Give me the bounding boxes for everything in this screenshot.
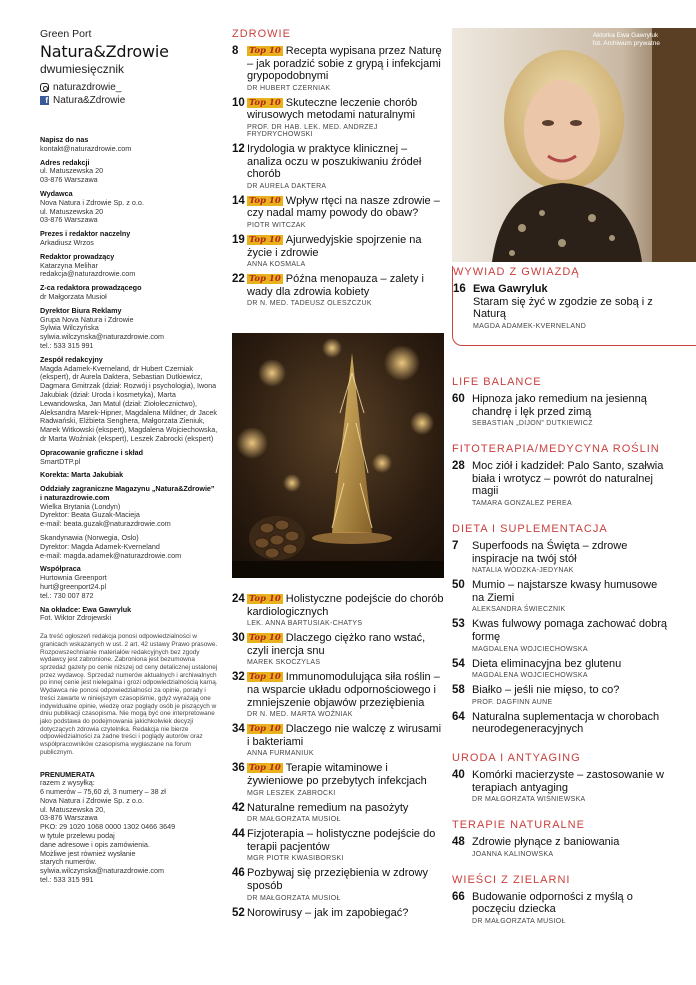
entry-title-text: Skuteczne leczenie chorób wirusowych metodami naturalnymi — [247, 96, 418, 122]
subscription-block — [40, 771, 218, 885]
impressum-line: Grupa Nova Natura i Zdrowie — [40, 314, 134, 324]
entry-author: ALEKSANDRA ŚWIECZNIK — [472, 606, 566, 614]
entry-author: ANNA KOSMALA — [247, 261, 306, 269]
entry-author: ANNA FURMANIUK — [247, 750, 314, 758]
entry-title — [472, 684, 672, 697]
toc-entry[interactable] — [452, 540, 672, 574]
impressum-head: Wydawca — [40, 188, 73, 198]
entry-author: PROF. DR HAB. LEK. MED. ANDRZEJ FRYDRYCHOWSKI — [247, 123, 378, 138]
entry-text — [247, 273, 444, 307]
page-number: 52 — [232, 906, 245, 919]
impressum-block — [40, 159, 218, 185]
subscription-head: PRENUMERATA — [40, 769, 95, 779]
entry-author: DR MAŁGORZATA WIŚNIEWSKA — [472, 796, 586, 804]
entry-author: DR MAŁGORZATA MUSIOŁ — [247, 816, 341, 824]
entry-text — [472, 393, 672, 427]
entry-title — [247, 867, 444, 892]
impressum-head: Prezes i redaktor naczelny — [40, 229, 131, 239]
entry-title — [247, 97, 444, 122]
page-number: 66 — [452, 890, 465, 903]
toc-section — [452, 819, 672, 858]
subscription-lines — [40, 779, 218, 885]
impressum-line: Magda Adamek-Kverneland, dr Hubert Czerniak (ekspert), dr Aurela Daktera, Sebastian Dutkiewicz, Dagmara Gmitrzak (dział: Rozwój i psychologia), Iwona Jakubiak (dział: Uroda i kosmetyka), Marta Lewandowska, Jan Matul (dział: Ziołolecznictwo), Aleksandra Marek-Hipner, Magdalena Mildner, dr Jacek Radwański, Elżbieta Senghera, Małgorzata Zieniuk, Marek Witkowski (ekspert), Magdalena Wojciechowska, dr Marta Woźniak (ekspert), Leszek Zabrocki (ekspert) — [40, 363, 218, 443]
toc-entry[interactable] — [452, 711, 672, 736]
entry-author: DR N. MED. TADEUSZ OLESZCZUK — [247, 300, 372, 308]
page-number: 16 — [453, 283, 466, 295]
toc-entry[interactable] — [452, 684, 672, 706]
top10-badge: Top 10 — [249, 633, 281, 644]
entry-text — [472, 684, 672, 706]
impressum-block — [40, 471, 218, 480]
portrait-image — [452, 28, 696, 262]
top10-badge: Top 10 — [249, 672, 281, 683]
impressum-line: Hurtownia Greenport — [40, 573, 107, 583]
entry-author: DR AURELA DAKTERA — [247, 182, 327, 190]
interview-name: Ewa Gawryluk — [473, 283, 548, 295]
subscription-line: starych numerów. — [40, 857, 97, 867]
impressum-head: Na okładce: Ewa Gawryluk — [40, 604, 132, 614]
toc-entry[interactable] — [232, 97, 444, 138]
impressum-block — [40, 230, 218, 248]
top10-badge: Top 10 — [249, 274, 281, 285]
entry-title — [247, 45, 444, 83]
impressum-head: Opracowanie graficzne i skład — [40, 447, 144, 457]
entry-title — [472, 891, 672, 916]
pinecone — [249, 516, 305, 560]
page-number: 64 — [452, 710, 465, 723]
entry-text — [247, 762, 444, 796]
section-head-zdrowie: ZDROWIE — [232, 28, 291, 40]
entry-title-text: Pozbywaj się przeziębienia w zdrowy sposób — [247, 867, 428, 892]
page-number: 30 — [232, 632, 245, 645]
subscription-line: sylwia.wilczynska@naturazdrowie.com — [40, 866, 164, 876]
entry-author: JOANNA KALINOWSKA — [472, 850, 554, 858]
interview-section — [452, 266, 696, 346]
entry-text — [247, 234, 444, 268]
entry-author: DR MAŁGORZATA MUSIOŁ — [247, 894, 341, 902]
entry-title — [247, 632, 444, 657]
entry-title-text: Budowanie odporności z myślą o poczęciu dziecka — [472, 890, 633, 916]
impressum-line: sylwia.wilczynska@naturazdrowie.com — [40, 332, 164, 342]
impressum-line: Wielka Brytania (Londyn) — [40, 501, 121, 511]
entry-title-text: Komórki macierzyste – zastosowanie w terapiach antyaging — [472, 768, 664, 794]
toc-entry[interactable] — [232, 671, 444, 718]
impressum-line: Dyrektor: Magda Adamek-Kverneland — [40, 541, 160, 551]
impressum-block — [40, 485, 218, 529]
section-head-interview: WYWIAD Z GWIAZDĄ — [453, 266, 580, 278]
impressum-head: Współpraca — [40, 564, 81, 574]
impressum-block — [40, 136, 218, 154]
entry-author: DR N. MED. MARTA WOŹNIAK — [247, 711, 353, 719]
entry-text — [247, 671, 444, 718]
christmas-decor-image — [232, 333, 444, 578]
impressum-line: 03-876 Warszawa — [40, 215, 98, 225]
entry-author: SEBASTIAN „DIJON” DUTKIEWICZ — [472, 420, 593, 428]
impressum-block — [40, 190, 218, 225]
entry-title — [472, 769, 672, 794]
top10-badge: Top 10 — [249, 234, 281, 245]
impressum-line: redakcja@naturazdrowie.com — [40, 269, 136, 279]
impressum-head: Oddziały zagraniczne Magazynu „Natura&Zdrowie” i naturazdrowie.com — [40, 484, 215, 502]
page-number: 10 — [232, 96, 245, 109]
impressum-head: Redaktor prowadzący — [40, 251, 115, 261]
entry-title — [247, 802, 444, 815]
entry-title — [247, 195, 444, 220]
entry-author: MAGDALENA WOJCIECHOWSKA — [472, 672, 588, 680]
publisher-name: Green Port — [40, 28, 92, 40]
entry-text — [247, 45, 444, 92]
toc-entry[interactable] — [452, 460, 672, 507]
subscription-line: 03-876 Warszawa — [40, 813, 98, 823]
impressum-line: ul. Matuszewska 20 — [40, 166, 104, 176]
entry-author: PIOTR WITCZAK — [247, 221, 306, 229]
impressum-line: Sylwia Wilczyńska — [40, 323, 99, 333]
toc-entry[interactable] — [232, 762, 444, 796]
instagram-link[interactable] — [40, 81, 210, 94]
page-number: 60 — [452, 393, 465, 405]
section-head: TERAPIE NATURALNE — [452, 819, 585, 832]
impressum-line: SmartDTP.pl — [40, 456, 81, 466]
photo-christmas-decor — [232, 333, 444, 578]
entry-author: MAGDALENA WOJCIECHOWSKA — [472, 645, 588, 653]
impressum-block — [40, 253, 218, 279]
page-number: 44 — [232, 828, 245, 841]
entry-title — [247, 143, 444, 181]
impressum-line: dr Małgorzata Musioł — [40, 291, 107, 301]
entry-title — [247, 828, 444, 853]
masthead-column — [40, 28, 218, 885]
impressum-head: Zespół redakcyjny — [40, 354, 103, 364]
facebook-handle: Natura&Zdrowie — [53, 95, 126, 106]
impressum-blocks — [40, 136, 218, 623]
photo-credit — [593, 32, 660, 48]
entry-text — [247, 802, 444, 824]
entry-title — [472, 579, 672, 604]
page-number: 32 — [232, 671, 245, 684]
section-head: WIEŚCI Z ZIELARNI — [452, 873, 571, 886]
impressum-line: Dyrektor: Beata Guzak-Macieja — [40, 510, 140, 520]
entry-title-text: Dieta eliminacyjna bez glutenu — [472, 657, 622, 670]
page-number: 8 — [232, 45, 239, 57]
toc-entry[interactable] — [232, 802, 444, 824]
entry-text — [247, 828, 444, 862]
entry-title-text: Immunomodulująca siła roślin – na wsparcie układu odpornościowego i zmniejszenie objawów przeziębienia — [247, 671, 440, 709]
photo-ewa-gawryluk — [452, 28, 696, 262]
toc-zdrowie-continued — [232, 588, 444, 919]
entry-title — [472, 540, 672, 565]
toc-entry[interactable] — [452, 579, 672, 613]
toc-entry[interactable] — [232, 143, 444, 190]
top10-badge: Top 10 — [249, 195, 281, 206]
top10-badge: Top 10 — [249, 763, 281, 774]
subscription-line: ul. Matuszewska 20, — [40, 804, 106, 814]
toc-entry[interactable] — [232, 867, 444, 901]
toc-section — [452, 752, 672, 803]
subscription-line: razem z wysyłką: — [40, 778, 95, 788]
magazine-title: Natura&Zdrowie — [40, 42, 169, 61]
impressum-head: Dyrektor Biura Reklamy — [40, 305, 122, 315]
subscription-line: Nova Natura i Zdrowie Sp. z o.o. — [40, 795, 144, 805]
entry-author: MGR PIOTR KWASIBORSKI — [247, 855, 344, 863]
impressum-block — [40, 565, 218, 600]
page-number: 24 — [232, 593, 245, 605]
entry-title-text: Norowirusy – jak im zapobiegać? — [247, 906, 409, 919]
zdrowie-list — [232, 45, 444, 307]
entry-text — [247, 867, 444, 901]
entry-title-text: Recepta wypisana przez Naturę – jak poradzić sobie z grypą i infekcjami grypopodobnymi — [247, 45, 442, 83]
section-head: LIFE BALANCE — [452, 376, 542, 388]
entry-title-text: Terapie witaminowe i żywieniowe po przebytych infekcjach — [247, 762, 427, 787]
page-number: 7 — [452, 539, 459, 552]
entry-title — [472, 393, 672, 418]
magazine-frequency: dwumiesięcznik — [40, 62, 125, 76]
page-number: 50 — [452, 579, 465, 592]
facebook-link[interactable] — [40, 94, 210, 107]
page-number: 28 — [452, 460, 465, 473]
entry-title — [247, 671, 444, 709]
entry-text — [247, 195, 444, 229]
social-links — [40, 81, 210, 107]
impressum-line: Skandynawia (Norwegia, Oslo) — [40, 533, 139, 543]
subscription-line: 6 numerów – 75,60 zł, 3 numery – 38 zł — [40, 787, 166, 797]
entry-author: MAREK SKOCZYLAS — [247, 659, 321, 667]
top10-badge: Top 10 — [249, 46, 281, 56]
section-head: DIETA I SUPLEMENTACJA — [452, 522, 608, 535]
toc-section — [452, 443, 672, 507]
entry-title — [247, 273, 444, 298]
entry-title-text: Zdrowie płynące z baniowania — [472, 836, 620, 849]
toc-entry[interactable] — [232, 195, 444, 229]
instagram-handle: naturazdrowie_ — [53, 82, 122, 93]
impressum-head: Z-ca redaktora prowadzącego — [40, 283, 142, 293]
toc-entry[interactable] — [452, 769, 672, 803]
section-head: URODA I ANTYAGING — [452, 751, 581, 764]
entry-title-text: Hipnoza jako remedium na jesienną chandrę i lęk przed zimą — [472, 393, 647, 418]
impressum-line: Nova Natura i Zdrowie Sp. z o.o. — [40, 197, 144, 207]
toc-entry[interactable] — [453, 283, 683, 330]
impressum-head: Korekta: Marta Jakubiak — [40, 470, 124, 480]
entry-text — [472, 711, 672, 736]
entry-title-text: Dlaczego nie walczę z wirusami i bakteriami — [247, 723, 442, 748]
page-number: 42 — [232, 801, 245, 814]
entry-title-text: Irydologia w praktyce klinicznej – analiza oczu w poszukiwaniu źródeł chorób — [247, 142, 422, 181]
entry-author: MAGDA ADAMEK-KVERNELAND — [473, 322, 587, 330]
entry-title — [247, 593, 444, 618]
page-number: 53 — [452, 618, 465, 631]
page-number: 58 — [452, 684, 465, 697]
subscription-line: tel.: 533 315 991 — [40, 875, 94, 885]
entry-title — [472, 658, 672, 671]
impressum-line: tel.: 730 007 872 — [40, 590, 94, 600]
page-number: 22 — [232, 273, 245, 286]
toc-section — [452, 874, 672, 925]
instagram-icon — [40, 83, 49, 92]
entry-title — [472, 460, 672, 498]
page-number: 12 — [232, 142, 245, 155]
page-number: 46 — [232, 867, 245, 880]
page-number: 54 — [452, 657, 465, 670]
entry-text — [472, 618, 672, 652]
page-number: 40 — [452, 768, 465, 781]
toc-entry[interactable] — [452, 658, 672, 680]
entry-text — [472, 658, 672, 680]
section-head: FITOTERAPIA/MEDYCYNA ROŚLIN — [452, 443, 660, 456]
page-number: 48 — [452, 836, 465, 849]
toc-section — [452, 376, 672, 427]
entry-author: DR MAŁGORZATA MUSIOŁ — [472, 917, 566, 925]
entry-title-text: Naturalne remedium na pasożyty — [247, 801, 409, 814]
entry-title — [472, 836, 672, 849]
impressum-line: kontakt@naturazdrowie.com — [40, 143, 132, 153]
toc-entry[interactable] — [232, 593, 444, 627]
toc-entry[interactable] — [452, 891, 672, 925]
toc-entry[interactable] — [232, 45, 444, 92]
facebook-icon: f — [40, 96, 49, 105]
entry-title-text: Dlaczego ciężko rano wstać, czyli inercja snu — [247, 632, 426, 657]
impressum-head: Napisz do nas — [40, 135, 89, 144]
page-number: 19 — [232, 233, 245, 246]
entry-title-text: Wpływ rtęci na nasze zdrowie – czy nadal mamy powody do obaw? — [247, 194, 440, 220]
entry-title-text: Kwas fulwowy pomaga zachować dobrą formę — [472, 618, 668, 643]
photo-credit-line: fot. Archiwum prywatne — [592, 40, 660, 47]
entry-title-text: Mumio – najstarsze kwasy humusowe na Ziemi — [472, 579, 658, 604]
impressum-block — [40, 284, 218, 302]
toc-right-sections — [452, 376, 672, 941]
entry-title-text: Naturalna suplementacja w chorobach neurodegeneracyjnych — [472, 710, 660, 736]
subscription-line: Możliwe jest również wysłanie — [40, 848, 136, 858]
entry-title-text: Holistyczne podejście do chorób kardiologicznych — [247, 593, 444, 618]
subscription-line: w tytule przelewu podaj — [40, 831, 115, 841]
toc-entry[interactable] — [452, 393, 672, 427]
entry-text — [472, 460, 672, 507]
impressum — [40, 136, 218, 890]
impressum-block — [40, 606, 218, 624]
entry-title — [472, 711, 672, 736]
entry-author: NATALIA WÓDZKA-JEDYNAK — [472, 567, 574, 575]
entry-text — [247, 632, 444, 666]
entry-author: MGR LESZEK ZABROCKI — [247, 789, 336, 797]
impressum-block — [40, 307, 218, 351]
impressum-line: Arkadiusz Wrzos — [40, 237, 94, 247]
page-number: 34 — [232, 723, 245, 736]
entry-title-text: Późna menopauza – zalety i wady dla zdrowia kobiety — [247, 273, 424, 298]
toc-entry[interactable] — [232, 632, 444, 666]
entry-text — [247, 723, 444, 757]
entry-author: TAMARA GONZALEZ PEREA — [472, 499, 572, 507]
toc-section — [452, 523, 672, 736]
entry-text — [472, 836, 672, 858]
photo-credit-line: Aktorka Ewa Gawryluk — [592, 32, 659, 39]
impressum-line: 03-876 Warszawa — [40, 175, 98, 185]
entry-title — [247, 234, 444, 259]
entry-title — [247, 907, 444, 920]
page-number: 14 — [232, 194, 245, 207]
toc-entry[interactable] — [452, 618, 672, 652]
impressum-line: e-mail: beata.guzak@naturazdrowie.com — [40, 519, 171, 529]
entry-text — [247, 907, 444, 920]
entry-title-text: Superfoods na Święta – zdrowe inspiracje na twój stół — [472, 539, 628, 565]
subscription-line: PKO: 29 1020 1068 0000 1302 0466 3649 — [40, 822, 176, 832]
impressum-line: tel.: 533 315 991 — [40, 340, 94, 350]
entry-author: PROF. DAGFINN AUNE — [472, 698, 553, 706]
entry-text — [472, 540, 672, 574]
entry-title-text: Białko – jeśli nie mięso, to co? — [472, 684, 620, 697]
impressum-line: hurt@greenport24.pl — [40, 582, 107, 592]
impressum-line: Katarzyna Melihar — [40, 260, 98, 270]
impressum-line: ul. Matuszewska 20 — [40, 206, 104, 216]
impressum-line: Fot. Wiktor Zdrojewski — [40, 613, 112, 623]
impressum-block — [40, 449, 218, 467]
entry-text — [472, 891, 672, 925]
disclaimer: Za treść ogłoszeń redakcja ponosi odpowiedzialności w granicach wskazanych w ust. 2 art. 42 ustawy Prawo prasowe. Rozpowszechnianie materiałów redakcyjnych bez zgody wydawcy jest zabronione. Zabroniona jest bezumowna sprzedaż gazety po cenie niższej od ceny detalicznej ustalonej przez wydawcę. Sprzedaż numerów aktualnych i archiwalnych po innej cenie jest nielegalna i grozi odpowiedzialnością karną. Wydawca nie ponosi odpowiedzialności za opinie, porady i treści zawarte w niniejszym czasopiśmie, gdyż wyrażają one indywidualne opinie, wiedzę oraz poglądy osób je piszących w dniu publikacji czasopisma. Nie mogą być one interpretowane jako podstawa do podejmowania jakichkolwiek decyzji dotyczących zdrowia czytelnika. Redakcja nie bierze odpowiedzialności za żadne treści i poglądy autorów oraz współpracowników czasopisma wygłaszane na forum publicznym. — [40, 633, 218, 756]
impressum-head: Adres redakcji — [40, 157, 90, 167]
entry-title: Staram się żyć w zgodzie ze sobą i z Naturą — [473, 295, 653, 321]
top10-badge: Top 10 — [249, 724, 281, 735]
entry-text — [472, 769, 672, 803]
impressum-block — [40, 356, 218, 444]
toc-entry[interactable] — [232, 723, 444, 757]
page-number: 36 — [232, 762, 245, 775]
toc-entry[interactable] — [452, 836, 672, 858]
toc-entry[interactable] — [232, 907, 444, 920]
toc-entry[interactable] — [232, 234, 444, 268]
entry-title-text: Ajurwedyjskie spojrzenie na życie i zdrowie — [247, 233, 422, 259]
entry-title-text: Moc ziół i kadzideł: Palo Santo, szałwia biała i wrotycz – powrót do naturalnej magii — [472, 460, 664, 498]
entry-text — [247, 97, 444, 138]
toc-entry[interactable] — [232, 273, 444, 307]
entry-text — [472, 579, 672, 613]
entry-author: DR HUBERT CZERNIAK — [247, 84, 331, 92]
toc-entry[interactable] — [232, 828, 444, 862]
toc-zdrowie — [232, 28, 444, 307]
entry-title — [472, 618, 672, 643]
entry-text — [247, 593, 444, 627]
impressum-line: e-mail: magda.adamek@naturazdrowie.com — [40, 550, 182, 560]
entry-title — [247, 723, 444, 748]
entry-author: LEK. ANNA BARTUSIAK-CHATYS — [247, 620, 363, 628]
entry-title-text: Fizjoterapia – holistyczne podejście do terapii pacjentów — [247, 828, 436, 853]
entry-title — [247, 762, 444, 787]
zdrowie2-list — [232, 593, 444, 919]
top10-badge: Top 10 — [249, 594, 281, 604]
impressum-block — [40, 534, 218, 560]
entry-text — [247, 143, 444, 190]
top10-badge: Top 10 — [249, 97, 281, 108]
subscription-line: dane adresowe i opis zamówienia. — [40, 839, 150, 849]
